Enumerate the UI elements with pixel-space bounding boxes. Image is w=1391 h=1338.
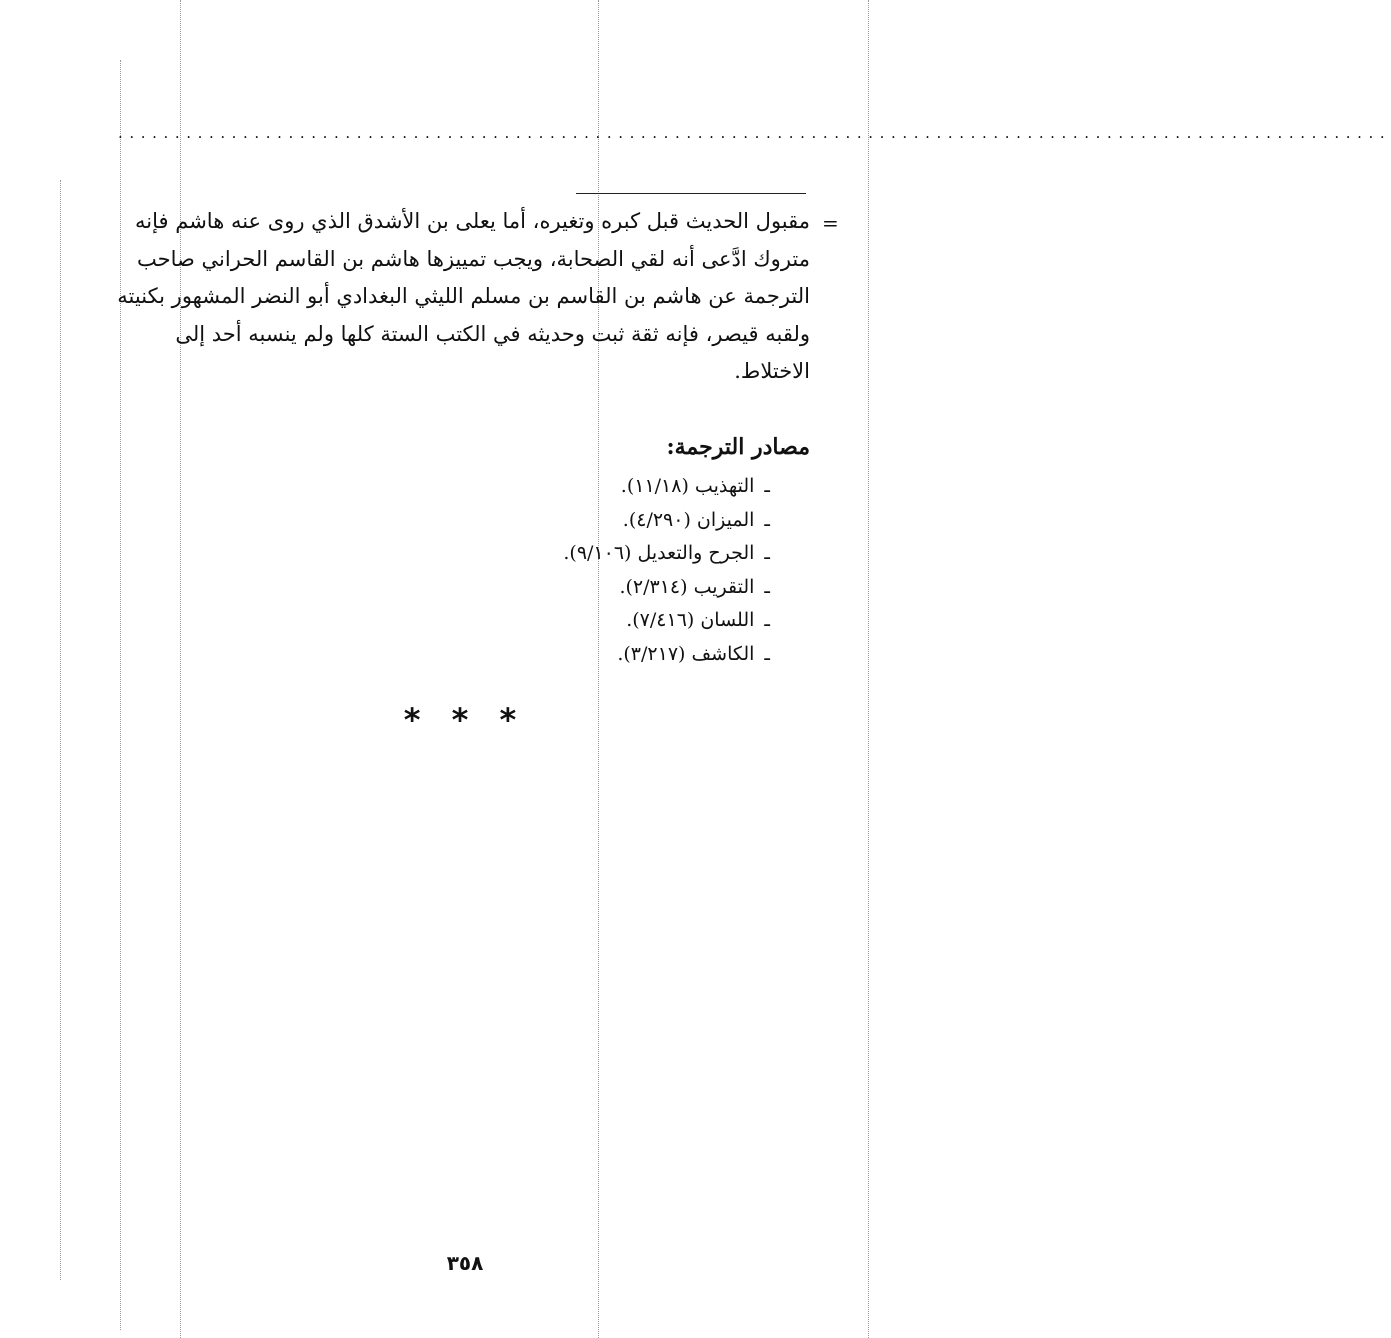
source-item-text: الكاشف (٣/٢١٧). — [617, 642, 755, 665]
source-item-text: التقريب (٢/٣١٤). — [619, 575, 755, 598]
source-item-text: الميزان (٤/٢٩٠). — [622, 508, 755, 531]
sources-list — [410, 470, 770, 671]
footnote-line: الاختلاط. — [734, 359, 810, 383]
source-item-text: التهذيب (١١/١٨). — [620, 475, 755, 497]
source-item-text: الجرح والتعديل (٩/١٠٦). — [563, 542, 755, 564]
list-dash: ـ — [764, 642, 770, 665]
footnote-separator-rule — [576, 193, 806, 194]
source-item — [410, 470, 770, 504]
source-item — [410, 537, 770, 571]
source-item — [410, 504, 770, 538]
footnote-text — [110, 203, 810, 391]
sources-heading: مصادر الترجمة: — [666, 434, 810, 460]
footnote-line: الترجمة عن هاشم بن القاسم بن مسلم الليثي البغدادي أبو النضر المشهور بكنيته — [117, 284, 810, 308]
scan-artifact-line — [180, 0, 181, 1338]
list-dash: ـ — [764, 542, 770, 564]
source-item — [410, 604, 770, 638]
footnote-line: متروك ادَّعى أنه لقي الصحابة، ويجب تمييزها هاشم بن القاسم الحراني صاحب — [137, 246, 810, 271]
source-item-text: اللسان (٧/٤١٦). — [626, 609, 755, 631]
list-dash: ـ — [764, 475, 770, 497]
source-item — [410, 638, 770, 672]
scan-artifact-line — [868, 0, 869, 1338]
section-separator-stars: * * * — [403, 701, 527, 739]
footnote-continuation-mark: = — [822, 211, 839, 235]
source-item — [410, 571, 770, 605]
dotted-header-rule: ................................................................................................................ — [118, 124, 1391, 142]
list-dash: ـ — [764, 575, 770, 598]
footnote-line: ولقبه قيصر، فإنه ثقة ثبت وحديثه في الكتب الستة كلها ولم ينسبه أحد إلى — [175, 321, 810, 346]
list-dash: ـ — [764, 508, 770, 531]
page-number: ٣٥٨ — [446, 1251, 484, 1275]
list-dash: ـ — [764, 609, 770, 631]
footnote-line: مقبول الحديث قبل كبره وتغيره، أما يعلى بن الأشدق الذي روى عنه هاشم فإنه — [135, 209, 810, 233]
